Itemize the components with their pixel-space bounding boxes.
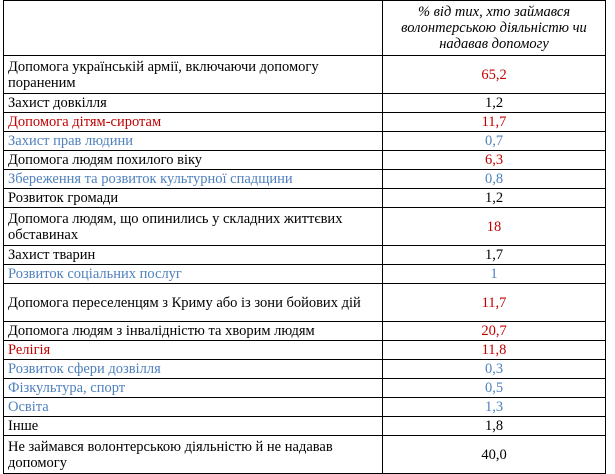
row-label: Допомога людям, що опинились у складних життєвих обставинах [4, 208, 383, 246]
header-value-column: % від тих, хто займався волонтерською діяльністю чи надавав допомогу [383, 1, 606, 56]
row-label: Розвиток соціальних послуг [4, 265, 383, 284]
row-value: 1,3 [383, 398, 606, 417]
table-row [4, 113, 606, 132]
table-row [4, 398, 606, 417]
row-label: Допомога переселенцям з Криму або із зони бойових дій [4, 284, 383, 322]
row-label: Фізкультура, спорт [4, 379, 383, 398]
table-row [4, 436, 606, 474]
table-row [4, 284, 606, 322]
row-label: Освіта [4, 398, 383, 417]
volunteer-activity-table [3, 0, 606, 474]
table-header-row [4, 1, 606, 56]
row-value: 20,7 [383, 322, 606, 341]
row-value: 0,5 [383, 379, 606, 398]
table-row [4, 132, 606, 151]
row-value: 0,7 [383, 132, 606, 151]
table-body [4, 56, 606, 474]
row-value: 18 [383, 208, 606, 246]
row-label: Збереження та розвиток культурної спадщини [4, 170, 383, 189]
row-value: 0,3 [383, 360, 606, 379]
table-row [4, 151, 606, 170]
row-label: Захист довкілля [4, 94, 383, 113]
table-row [4, 170, 606, 189]
row-label: Допомога дітям-сиротам [4, 113, 383, 132]
table-row [4, 341, 606, 360]
row-value: 11,7 [383, 284, 606, 322]
table-row [4, 246, 606, 265]
row-value: 1,2 [383, 94, 606, 113]
row-label: Розвиток сфери дозвілля [4, 360, 383, 379]
row-label: Захист тварин [4, 246, 383, 265]
table-row [4, 189, 606, 208]
row-value: 11,7 [383, 113, 606, 132]
row-value: 1 [383, 265, 606, 284]
row-label: Інше [4, 417, 383, 436]
row-label: Допомога українській армії, включаючи допомогу пораненим [4, 56, 383, 94]
row-label: Релігія [4, 341, 383, 360]
row-value: 1,7 [383, 246, 606, 265]
row-value: 6,3 [383, 151, 606, 170]
table-row [4, 94, 606, 113]
row-label: Розвиток громади [4, 189, 383, 208]
row-label: Допомога людям похилого віку [4, 151, 383, 170]
table-row [4, 56, 606, 94]
row-value: 1,2 [383, 189, 606, 208]
table-row [4, 208, 606, 246]
row-value: 11,8 [383, 341, 606, 360]
table-row [4, 379, 606, 398]
table-row [4, 417, 606, 436]
table-row [4, 322, 606, 341]
row-value: 65,2 [383, 56, 606, 94]
row-value: 0,8 [383, 170, 606, 189]
header-empty-cell [4, 1, 383, 56]
row-value: 40,0 [383, 436, 606, 474]
row-value: 1,8 [383, 417, 606, 436]
row-label: Захист прав людини [4, 132, 383, 151]
table-row [4, 360, 606, 379]
row-label: Не займався волонтерською діяльністю й не надавав допомогу [4, 436, 383, 474]
table-row [4, 265, 606, 284]
row-label: Допомога людям з інвалідністю та хворим людям [4, 322, 383, 341]
